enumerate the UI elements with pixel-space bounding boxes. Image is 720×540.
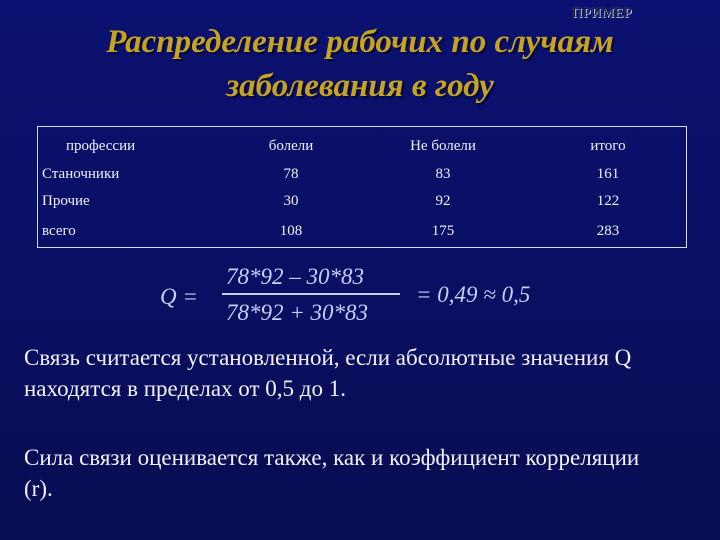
table-cell: 92 <box>435 193 451 209</box>
slide-label: ПРИМЕР <box>572 6 632 21</box>
title-line-2: заболевания в году <box>226 68 494 104</box>
row-label-others: Прочие <box>42 193 90 209</box>
fraction-bar <box>222 293 400 295</box>
formula-lhs: Q = <box>160 284 198 309</box>
table-cell: 30 <box>283 193 299 209</box>
column-header-not-sick: Не болели <box>410 138 476 154</box>
distribution-table <box>37 126 687 248</box>
formula-numerator: 78*92 – 30*83 <box>226 264 364 289</box>
title-line-1: Распределение рабочих по случаям <box>106 24 614 60</box>
paragraph-strength: Сила связи оценивается также, как и коэффициент корреляции (r). <box>24 445 640 501</box>
column-header-total: итого <box>590 138 626 154</box>
paragraph-threshold: Связь считается установленной, если абсолютные значения Q находятся в пределах от 0,5 до 1. <box>24 345 632 401</box>
table-cell: 161 <box>596 166 620 182</box>
q-coefficient-formula <box>160 264 580 334</box>
table-cell: 78 <box>283 166 299 182</box>
row-label-total: всего <box>42 223 76 239</box>
table-cell: 175 <box>431 223 455 239</box>
formula-denominator: 78*92 + 30*83 <box>226 300 369 325</box>
formula-result: = 0,49 ≈ 0,5 <box>416 282 531 307</box>
table-cell: 83 <box>435 166 451 182</box>
column-header-profession: профессии <box>66 138 136 154</box>
table-cell: 108 <box>279 223 303 239</box>
row-label-machinists: Станочники <box>42 166 120 182</box>
column-header-sick: болели <box>268 138 314 154</box>
slide-title <box>20 20 700 108</box>
table-cell: 122 <box>596 193 620 209</box>
table-cell: 283 <box>596 223 620 239</box>
